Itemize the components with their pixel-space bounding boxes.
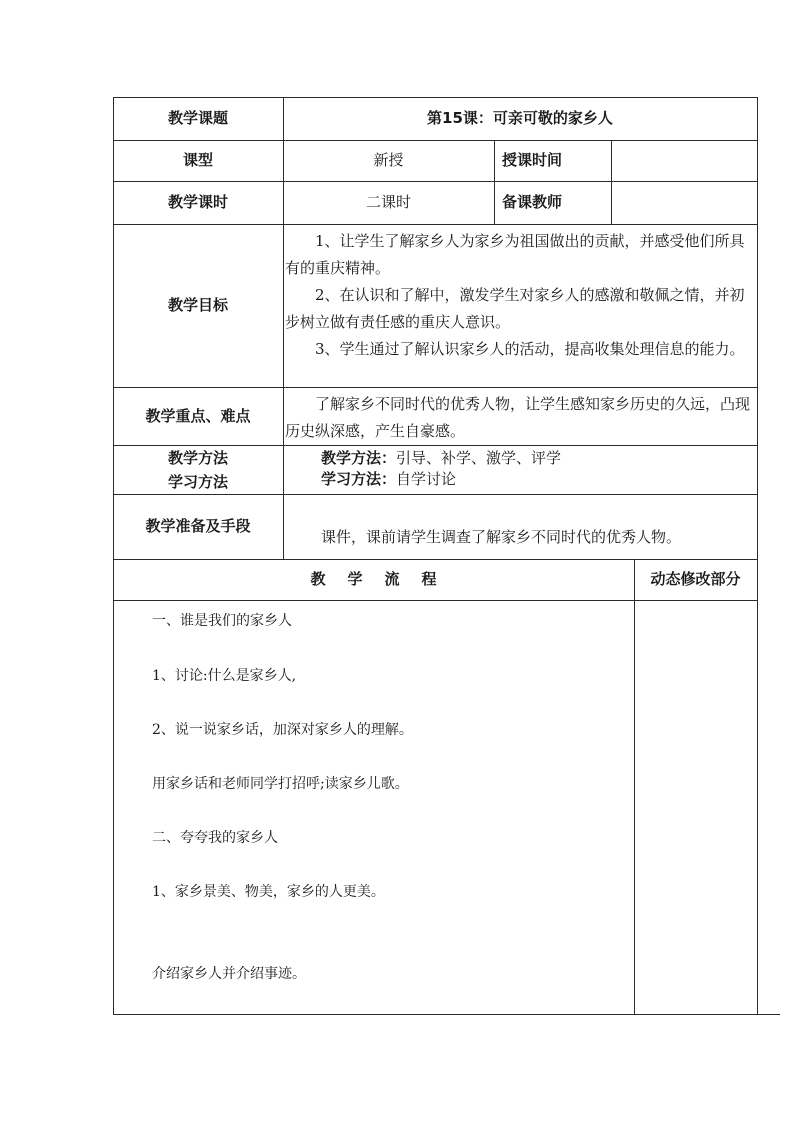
grid-line xyxy=(113,600,757,601)
time-value xyxy=(611,140,757,181)
process-line: 1、讨论:什么是家乡人, xyxy=(152,668,297,684)
learning-method-value: 自学讨论 xyxy=(396,470,457,488)
hours-label: 教学课时 xyxy=(167,193,228,211)
process-line: 一、谁是我们的家乡人 xyxy=(152,613,292,629)
grid-line xyxy=(634,559,635,1015)
teacher-label: 备课教师 xyxy=(502,193,563,211)
process-line: 1、家乡景美、物美，家乡的人更美。 xyxy=(152,884,385,900)
methods-label xyxy=(113,445,283,494)
goal-item: 2、在认识和了解中，激发学生对家乡人的感激和敬佩之情，并初步树立做有责任感的重庆人意识。 xyxy=(285,286,745,331)
methods-label-line2: 学习方法 xyxy=(167,472,228,491)
process-line: 用家乡话和老师同学打招呼;读家乡儿歌。 xyxy=(152,776,409,792)
type-value: 新授 xyxy=(373,151,404,169)
process-line: 介绍家乡人并介绍事迹。 xyxy=(152,966,306,982)
grid-line xyxy=(494,140,495,225)
goal-item: 1、让学生了解家乡人为家乡为祖国做出的贡献，并感受他们所具有的重庆精神。 xyxy=(285,232,745,277)
process-line: 2、说一说家乡话，加深对家乡人的理解。 xyxy=(152,722,413,738)
learning-method-label: 学习方法： xyxy=(321,470,397,488)
goals-label: 教学目标 xyxy=(167,296,228,314)
hours-value: 二课时 xyxy=(365,193,411,211)
teaching-method-value: 引导、补学、激学、评学 xyxy=(396,449,562,467)
preparation-label: 教学准备及手段 xyxy=(145,517,251,535)
goals-text xyxy=(285,228,753,363)
preparation-text: 课件，课前请学生调查了解家乡不同时代的优秀人物。 xyxy=(321,528,682,546)
type-label: 课型 xyxy=(182,151,213,169)
teacher-value xyxy=(611,181,757,224)
methods-label-line1: 教学方法 xyxy=(167,448,228,467)
process-line: 二、夸夸我的家乡人 xyxy=(152,830,278,846)
time-label: 授课时间 xyxy=(502,151,563,169)
teaching-method xyxy=(321,451,561,466)
goal-item: 3、学生通过了解认识家乡人的活动，提高收集处理信息的能力。 xyxy=(315,340,745,358)
learning-method xyxy=(321,472,456,487)
teaching-method-label: 教学方法： xyxy=(321,449,397,467)
grid-line xyxy=(757,97,758,1015)
topic-label: 教学课题 xyxy=(167,109,228,127)
key-points-label: 教学重点、难点 xyxy=(145,406,251,425)
process-header: 教学流程 xyxy=(310,570,459,588)
dynamic-edit-header: 动态修改部分 xyxy=(650,570,741,588)
grid-line xyxy=(113,1014,780,1015)
key-points-text: 了解家乡不同时代的优秀人物，让学生感知家乡历史的久远，凸现历史纵深感，产生自豪感。 xyxy=(285,395,751,440)
topic-value: 第15课：可亲可敬的家乡人 xyxy=(427,109,613,127)
